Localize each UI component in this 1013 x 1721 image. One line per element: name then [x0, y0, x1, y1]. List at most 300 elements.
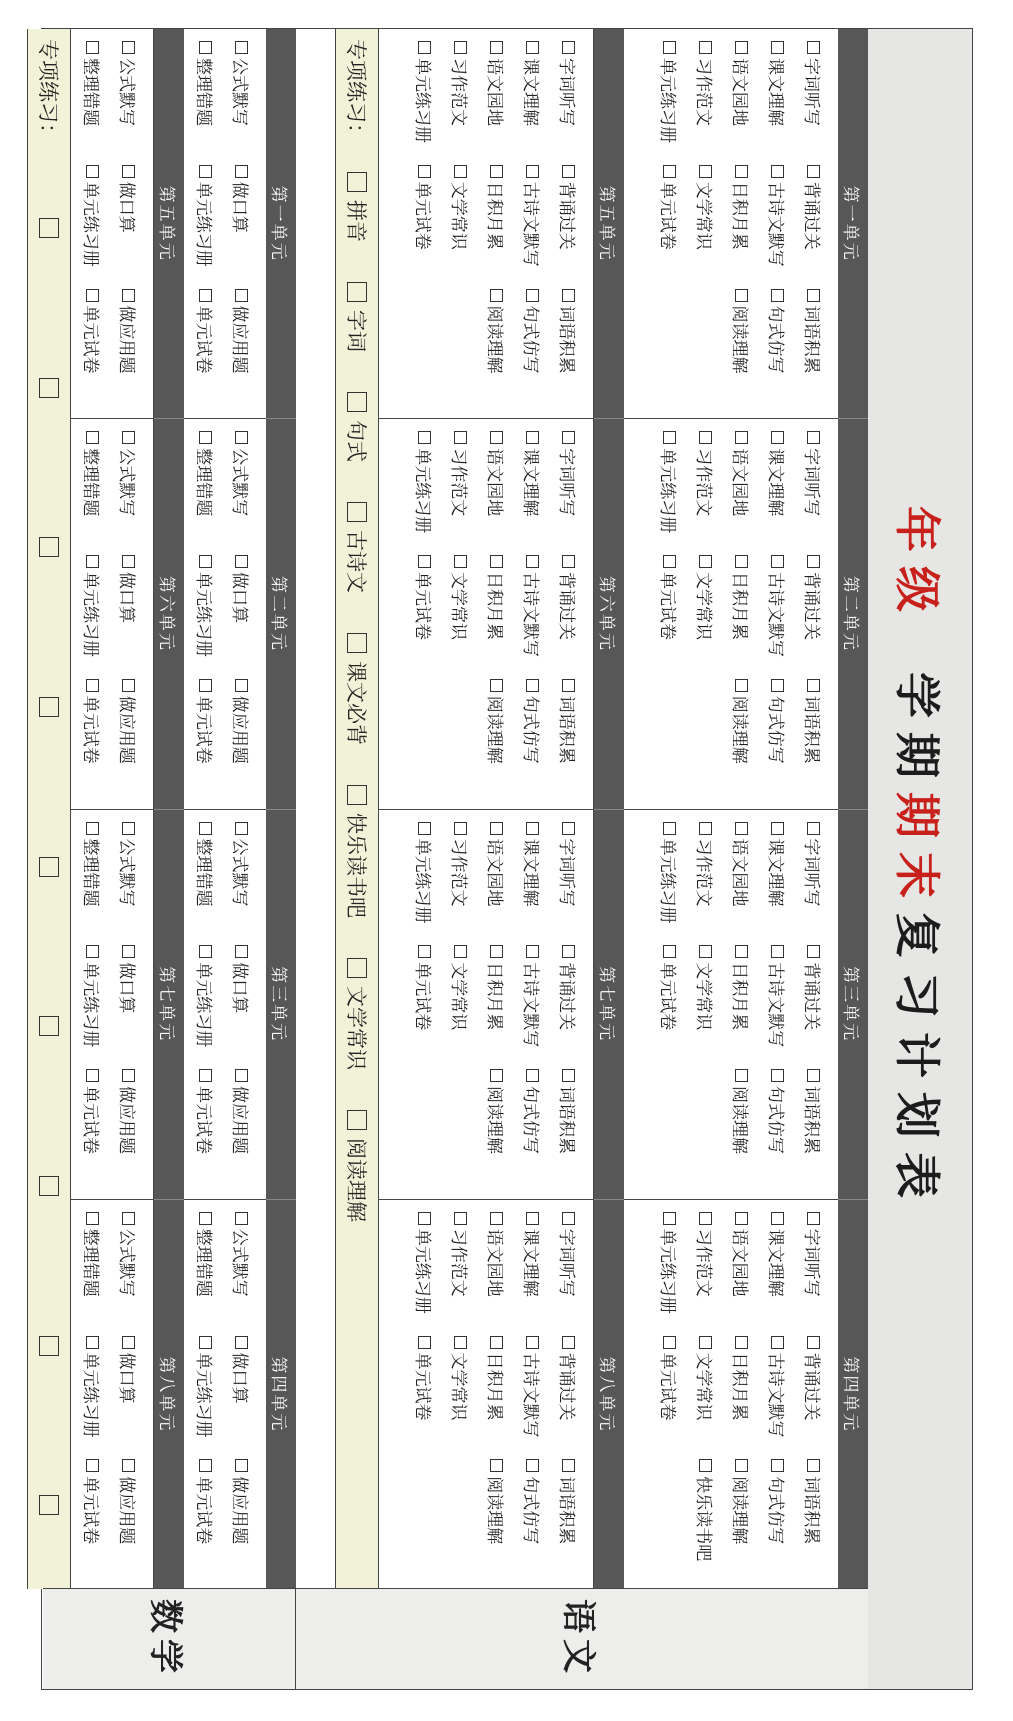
task-checkbox[interactable] — [808, 1069, 821, 1082]
math-task-item[interactable] — [117, 431, 142, 555]
chinese-task-item[interactable] — [521, 1212, 546, 1336]
math-special-slot[interactable] — [39, 1110, 59, 1270]
task-checkbox[interactable] — [236, 822, 249, 835]
math-special-slot[interactable] — [39, 471, 59, 631]
task-checkbox[interactable] — [700, 41, 713, 54]
math-task-item[interactable] — [230, 41, 255, 165]
math-task-item[interactable] — [230, 679, 255, 803]
chinese-task-item[interactable] — [730, 1336, 755, 1460]
task-checkbox[interactable] — [200, 1336, 213, 1349]
task-checkbox[interactable] — [736, 555, 749, 568]
chinese-task-item[interactable] — [485, 945, 510, 1069]
chinese-task-item[interactable] — [802, 822, 827, 946]
task-checkbox[interactable] — [808, 165, 821, 178]
chinese-task-item[interactable] — [802, 1336, 827, 1460]
task-checkbox[interactable] — [123, 555, 136, 568]
math-task-item[interactable] — [81, 165, 106, 289]
chinese-task-item[interactable] — [449, 41, 474, 165]
task-checkbox[interactable] — [455, 1336, 468, 1349]
task-checkbox[interactable] — [664, 1212, 677, 1225]
task-checkbox[interactable] — [236, 165, 249, 178]
task-checkbox[interactable] — [87, 555, 100, 568]
task-checkbox[interactable] — [563, 41, 576, 54]
task-checkbox[interactable] — [664, 945, 677, 958]
chinese-task-item[interactable] — [658, 41, 683, 165]
task-checkbox[interactable] — [664, 431, 677, 444]
task-checkbox[interactable] — [87, 822, 100, 835]
chinese-task-item[interactable] — [658, 945, 683, 1069]
task-checkbox[interactable] — [527, 945, 540, 958]
task-checkbox[interactable] — [491, 945, 504, 958]
task-checkbox[interactable] — [700, 1212, 713, 1225]
task-checkbox[interactable] — [664, 41, 677, 54]
task-checkbox[interactable] — [772, 1459, 785, 1472]
task-checkbox[interactable] — [808, 1212, 821, 1225]
chinese-task-item[interactable] — [658, 822, 683, 946]
math-special-slot[interactable] — [39, 152, 59, 312]
task-checkbox[interactable] — [491, 1069, 504, 1082]
task-checkbox[interactable] — [87, 431, 100, 444]
chinese-task-item[interactable] — [658, 1212, 683, 1336]
task-checkbox[interactable] — [772, 679, 785, 692]
task-checkbox[interactable] — [87, 41, 100, 54]
task-checkbox[interactable] — [772, 289, 785, 302]
chinese-task-item[interactable] — [413, 945, 438, 1069]
task-checkbox[interactable] — [123, 679, 136, 692]
chinese-task-item[interactable] — [766, 431, 791, 555]
task-checkbox[interactable] — [491, 679, 504, 692]
task-checkbox[interactable] — [700, 945, 713, 958]
task-checkbox[interactable] — [87, 1336, 100, 1349]
task-checkbox[interactable] — [87, 945, 100, 958]
chinese-task-item[interactable] — [802, 289, 827, 413]
special-checkbox[interactable] — [39, 697, 59, 717]
chinese-task-item[interactable] — [802, 555, 827, 679]
task-checkbox[interactable] — [236, 1212, 249, 1225]
chinese-task-item[interactable] — [557, 555, 582, 679]
special-checkbox[interactable] — [39, 378, 59, 398]
task-checkbox[interactable] — [527, 1212, 540, 1225]
task-checkbox[interactable] — [563, 289, 576, 302]
chinese-task-item[interactable] — [730, 822, 755, 946]
task-checkbox[interactable] — [236, 1336, 249, 1349]
math-task-item[interactable] — [194, 289, 219, 413]
task-checkbox[interactable] — [455, 1212, 468, 1225]
special-checkbox[interactable] — [347, 1110, 367, 1130]
chinese-task-item[interactable] — [802, 945, 827, 1069]
chinese-task-item[interactable] — [413, 822, 438, 946]
chinese-task-item[interactable] — [766, 1212, 791, 1336]
special-checkbox[interactable] — [347, 392, 367, 412]
task-checkbox[interactable] — [563, 1212, 576, 1225]
math-task-item[interactable] — [81, 1336, 106, 1460]
task-checkbox[interactable] — [419, 822, 432, 835]
task-checkbox[interactable] — [527, 1069, 540, 1082]
chinese-task-item[interactable] — [485, 431, 510, 555]
chinese-task-item[interactable] — [449, 431, 474, 555]
chinese-task-item[interactable] — [449, 555, 474, 679]
task-checkbox[interactable] — [700, 431, 713, 444]
task-checkbox[interactable] — [87, 1212, 100, 1225]
math-task-item[interactable] — [117, 1459, 142, 1583]
special-checkbox[interactable] — [39, 857, 59, 877]
math-task-item[interactable] — [194, 945, 219, 1069]
chinese-task-item[interactable] — [449, 822, 474, 946]
task-checkbox[interactable] — [736, 165, 749, 178]
task-checkbox[interactable] — [455, 165, 468, 178]
task-checkbox[interactable] — [736, 1336, 749, 1349]
task-checkbox[interactable] — [200, 679, 213, 692]
chinese-task-item[interactable] — [521, 679, 546, 803]
special-checkbox[interactable] — [347, 172, 367, 192]
task-checkbox[interactable] — [700, 1459, 713, 1472]
chinese-task-item[interactable] — [557, 41, 582, 165]
chinese-task-item[interactable] — [730, 431, 755, 555]
special-checkbox[interactable] — [347, 785, 367, 805]
chinese-task-item[interactable] — [694, 1212, 719, 1336]
task-checkbox[interactable] — [700, 165, 713, 178]
math-task-item[interactable] — [230, 822, 255, 946]
task-checkbox[interactable] — [808, 945, 821, 958]
math-special-slot[interactable] — [39, 1429, 59, 1589]
chinese-task-item[interactable] — [521, 41, 546, 165]
task-checkbox[interactable] — [419, 431, 432, 444]
chinese-task-item[interactable] — [521, 1336, 546, 1460]
chinese-task-item[interactable] — [802, 679, 827, 803]
task-checkbox[interactable] — [527, 822, 540, 835]
task-checkbox[interactable] — [455, 431, 468, 444]
special-checkbox[interactable] — [39, 1176, 59, 1196]
task-checkbox[interactable] — [491, 431, 504, 444]
special-checkbox[interactable] — [39, 537, 59, 557]
chinese-task-item[interactable] — [557, 679, 582, 803]
task-checkbox[interactable] — [87, 679, 100, 692]
task-checkbox[interactable] — [200, 1459, 213, 1472]
task-checkbox[interactable] — [527, 555, 540, 568]
task-checkbox[interactable] — [808, 679, 821, 692]
chinese-task-item[interactable] — [802, 41, 827, 165]
math-task-item[interactable] — [230, 431, 255, 555]
chinese-task-item[interactable] — [521, 822, 546, 946]
task-checkbox[interactable] — [200, 1069, 213, 1082]
task-checkbox[interactable] — [491, 555, 504, 568]
math-task-item[interactable] — [81, 1212, 106, 1336]
chinese-task-item[interactable] — [766, 1336, 791, 1460]
chinese-task-item[interactable] — [802, 1459, 827, 1583]
math-task-item[interactable] — [81, 822, 106, 946]
task-checkbox[interactable] — [87, 1459, 100, 1472]
task-checkbox[interactable] — [236, 41, 249, 54]
math-task-item[interactable] — [117, 165, 142, 289]
special-checkbox[interactable] — [347, 502, 367, 522]
special-checkbox[interactable] — [347, 633, 367, 653]
chinese-task-item[interactable] — [802, 431, 827, 555]
math-task-item[interactable] — [81, 555, 106, 679]
task-checkbox[interactable] — [491, 1459, 504, 1472]
math-task-item[interactable] — [81, 945, 106, 1069]
chinese-task-item[interactable] — [730, 1459, 755, 1583]
task-checkbox[interactable] — [455, 555, 468, 568]
chinese-task-item[interactable] — [730, 289, 755, 413]
chinese-task-item[interactable] — [694, 555, 719, 679]
task-checkbox[interactable] — [664, 1336, 677, 1349]
chinese-task-item[interactable] — [766, 555, 791, 679]
math-task-item[interactable] — [230, 1459, 255, 1583]
math-special-slot[interactable] — [39, 1270, 59, 1430]
task-checkbox[interactable] — [664, 165, 677, 178]
chinese-task-item[interactable] — [449, 165, 474, 289]
chinese-task-item[interactable] — [766, 945, 791, 1069]
task-checkbox[interactable] — [200, 289, 213, 302]
chinese-task-item[interactable] — [557, 822, 582, 946]
task-checkbox[interactable] — [808, 555, 821, 568]
special-checkbox[interactable] — [347, 282, 367, 302]
task-checkbox[interactable] — [491, 1212, 504, 1225]
chinese-task-item[interactable] — [485, 289, 510, 413]
task-checkbox[interactable] — [563, 822, 576, 835]
task-checkbox[interactable] — [123, 1212, 136, 1225]
chinese-task-item[interactable] — [730, 1212, 755, 1336]
task-checkbox[interactable] — [455, 945, 468, 958]
chinese-task-item[interactable] — [766, 822, 791, 946]
math-special-slot[interactable] — [39, 791, 59, 951]
math-task-item[interactable] — [194, 1069, 219, 1193]
chinese-task-item[interactable] — [557, 289, 582, 413]
chinese-task-item[interactable] — [485, 555, 510, 679]
task-checkbox[interactable] — [123, 1459, 136, 1472]
chinese-task-item[interactable] — [694, 1336, 719, 1460]
chinese-task-item[interactable] — [658, 555, 683, 679]
task-checkbox[interactable] — [236, 679, 249, 692]
chinese-task-item[interactable] — [521, 555, 546, 679]
task-checkbox[interactable] — [664, 822, 677, 835]
special-checkbox[interactable] — [347, 958, 367, 978]
task-checkbox[interactable] — [491, 1336, 504, 1349]
chinese-task-item[interactable] — [766, 41, 791, 165]
task-checkbox[interactable] — [87, 1069, 100, 1082]
task-checkbox[interactable] — [772, 41, 785, 54]
special-checkbox[interactable] — [39, 1495, 59, 1515]
task-checkbox[interactable] — [527, 1459, 540, 1472]
chinese-task-item[interactable] — [557, 431, 582, 555]
task-checkbox[interactable] — [736, 1212, 749, 1225]
task-checkbox[interactable] — [123, 41, 136, 54]
math-task-item[interactable] — [194, 1459, 219, 1583]
task-checkbox[interactable] — [563, 1336, 576, 1349]
task-checkbox[interactable] — [527, 1336, 540, 1349]
chinese-task-item[interactable] — [766, 679, 791, 803]
task-checkbox[interactable] — [808, 289, 821, 302]
task-checkbox[interactable] — [772, 1212, 785, 1225]
task-checkbox[interactable] — [491, 289, 504, 302]
chinese-task-item[interactable] — [413, 431, 438, 555]
task-checkbox[interactable] — [236, 555, 249, 568]
math-task-item[interactable] — [230, 289, 255, 413]
task-checkbox[interactable] — [236, 289, 249, 302]
task-checkbox[interactable] — [419, 41, 432, 54]
task-checkbox[interactable] — [736, 679, 749, 692]
chinese-task-item[interactable] — [766, 1069, 791, 1193]
task-checkbox[interactable] — [455, 822, 468, 835]
task-checkbox[interactable] — [87, 289, 100, 302]
task-checkbox[interactable] — [455, 41, 468, 54]
task-checkbox[interactable] — [808, 431, 821, 444]
math-task-item[interactable] — [81, 1459, 106, 1583]
task-checkbox[interactable] — [200, 41, 213, 54]
task-checkbox[interactable] — [419, 165, 432, 178]
task-checkbox[interactable] — [200, 555, 213, 568]
chinese-task-item[interactable] — [485, 41, 510, 165]
task-checkbox[interactable] — [563, 165, 576, 178]
math-task-item[interactable] — [117, 555, 142, 679]
math-task-item[interactable] — [81, 1069, 106, 1193]
chinese-task-item[interactable] — [694, 1459, 719, 1583]
chinese-task-item[interactable] — [557, 1212, 582, 1336]
math-task-item[interactable] — [117, 822, 142, 946]
task-checkbox[interactable] — [123, 289, 136, 302]
special-practice-option[interactable] — [342, 613, 372, 765]
special-practice-option[interactable] — [342, 372, 372, 482]
task-checkbox[interactable] — [527, 679, 540, 692]
task-checkbox[interactable] — [563, 1459, 576, 1472]
chinese-task-item[interactable] — [730, 165, 755, 289]
math-task-item[interactable] — [81, 431, 106, 555]
chinese-task-item[interactable] — [485, 1459, 510, 1583]
task-checkbox[interactable] — [736, 1069, 749, 1082]
math-task-item[interactable] — [81, 41, 106, 165]
chinese-task-item[interactable] — [485, 1212, 510, 1336]
chinese-task-item[interactable] — [694, 431, 719, 555]
special-practice-option[interactable] — [342, 765, 372, 938]
task-checkbox[interactable] — [123, 945, 136, 958]
task-checkbox[interactable] — [200, 945, 213, 958]
special-checkbox[interactable] — [39, 218, 59, 238]
task-checkbox[interactable] — [772, 431, 785, 444]
chinese-task-item[interactable] — [730, 945, 755, 1069]
chinese-task-item[interactable] — [557, 1336, 582, 1460]
special-practice-option[interactable] — [342, 938, 372, 1090]
task-checkbox[interactable] — [700, 822, 713, 835]
chinese-task-item[interactable] — [413, 1336, 438, 1460]
chinese-task-item[interactable] — [658, 165, 683, 289]
math-task-item[interactable] — [194, 431, 219, 555]
task-checkbox[interactable] — [123, 822, 136, 835]
math-task-item[interactable] — [194, 165, 219, 289]
task-checkbox[interactable] — [200, 1212, 213, 1225]
chinese-task-item[interactable] — [521, 165, 546, 289]
math-task-item[interactable] — [117, 41, 142, 165]
special-checkbox[interactable] — [39, 1016, 59, 1036]
task-checkbox[interactable] — [236, 1459, 249, 1472]
chinese-task-item[interactable] — [485, 1069, 510, 1193]
chinese-task-item[interactable] — [521, 431, 546, 555]
task-checkbox[interactable] — [236, 945, 249, 958]
math-task-item[interactable] — [117, 945, 142, 1069]
chinese-task-item[interactable] — [802, 1212, 827, 1336]
task-checkbox[interactable] — [123, 1069, 136, 1082]
task-checkbox[interactable] — [736, 431, 749, 444]
math-task-item[interactable] — [194, 1336, 219, 1460]
task-checkbox[interactable] — [700, 1336, 713, 1349]
chinese-task-item[interactable] — [658, 1336, 683, 1460]
task-checkbox[interactable] — [736, 41, 749, 54]
task-checkbox[interactable] — [808, 1459, 821, 1472]
task-checkbox[interactable] — [419, 1336, 432, 1349]
math-task-item[interactable] — [117, 1069, 142, 1193]
task-checkbox[interactable] — [491, 822, 504, 835]
chinese-task-item[interactable] — [694, 41, 719, 165]
chinese-task-item[interactable] — [521, 289, 546, 413]
chinese-task-item[interactable] — [694, 945, 719, 1069]
chinese-task-item[interactable] — [521, 1069, 546, 1193]
chinese-task-item[interactable] — [802, 165, 827, 289]
chinese-task-item[interactable] — [766, 1459, 791, 1583]
chinese-task-item[interactable] — [658, 431, 683, 555]
math-task-item[interactable] — [194, 679, 219, 803]
task-checkbox[interactable] — [736, 289, 749, 302]
task-checkbox[interactable] — [123, 1336, 136, 1349]
task-checkbox[interactable] — [563, 555, 576, 568]
task-checkbox[interactable] — [700, 555, 713, 568]
task-checkbox[interactable] — [736, 1459, 749, 1472]
task-checkbox[interactable] — [491, 165, 504, 178]
task-checkbox[interactable] — [123, 431, 136, 444]
math-task-item[interactable] — [230, 945, 255, 1069]
task-checkbox[interactable] — [772, 165, 785, 178]
task-checkbox[interactable] — [236, 431, 249, 444]
math-task-item[interactable] — [230, 165, 255, 289]
chinese-task-item[interactable] — [521, 945, 546, 1069]
chinese-task-item[interactable] — [730, 555, 755, 679]
chinese-task-item[interactable] — [485, 165, 510, 289]
chinese-task-item[interactable] — [730, 1069, 755, 1193]
task-checkbox[interactable] — [808, 1336, 821, 1349]
chinese-task-item[interactable] — [413, 555, 438, 679]
math-task-item[interactable] — [230, 1069, 255, 1193]
chinese-task-item[interactable] — [449, 945, 474, 1069]
math-task-item[interactable] — [194, 41, 219, 165]
math-special-slot[interactable] — [39, 631, 59, 791]
math-task-item[interactable] — [117, 289, 142, 413]
chinese-task-item[interactable] — [557, 165, 582, 289]
math-task-item[interactable] — [117, 1212, 142, 1336]
chinese-task-item[interactable] — [694, 165, 719, 289]
special-practice-option[interactable] — [342, 262, 372, 372]
task-checkbox[interactable] — [772, 945, 785, 958]
chinese-task-item[interactable] — [413, 1212, 438, 1336]
math-task-item[interactable] — [194, 822, 219, 946]
chinese-task-item[interactable] — [766, 165, 791, 289]
chinese-task-item[interactable] — [449, 1212, 474, 1336]
task-checkbox[interactable] — [563, 945, 576, 958]
chinese-task-item[interactable] — [766, 289, 791, 413]
special-practice-option[interactable] — [342, 482, 372, 613]
task-checkbox[interactable] — [236, 1069, 249, 1082]
task-checkbox[interactable] — [527, 41, 540, 54]
math-task-item[interactable] — [230, 1336, 255, 1460]
chinese-task-item[interactable] — [521, 1459, 546, 1583]
task-checkbox[interactable] — [736, 822, 749, 835]
math-task-item[interactable] — [117, 1336, 142, 1460]
task-checkbox[interactable] — [200, 165, 213, 178]
task-checkbox[interactable] — [527, 289, 540, 302]
task-checkbox[interactable] — [527, 165, 540, 178]
math-task-item[interactable] — [194, 555, 219, 679]
task-checkbox[interactable] — [772, 1336, 785, 1349]
chinese-task-item[interactable] — [413, 41, 438, 165]
chinese-task-item[interactable] — [485, 1336, 510, 1460]
math-task-item[interactable] — [230, 1212, 255, 1336]
